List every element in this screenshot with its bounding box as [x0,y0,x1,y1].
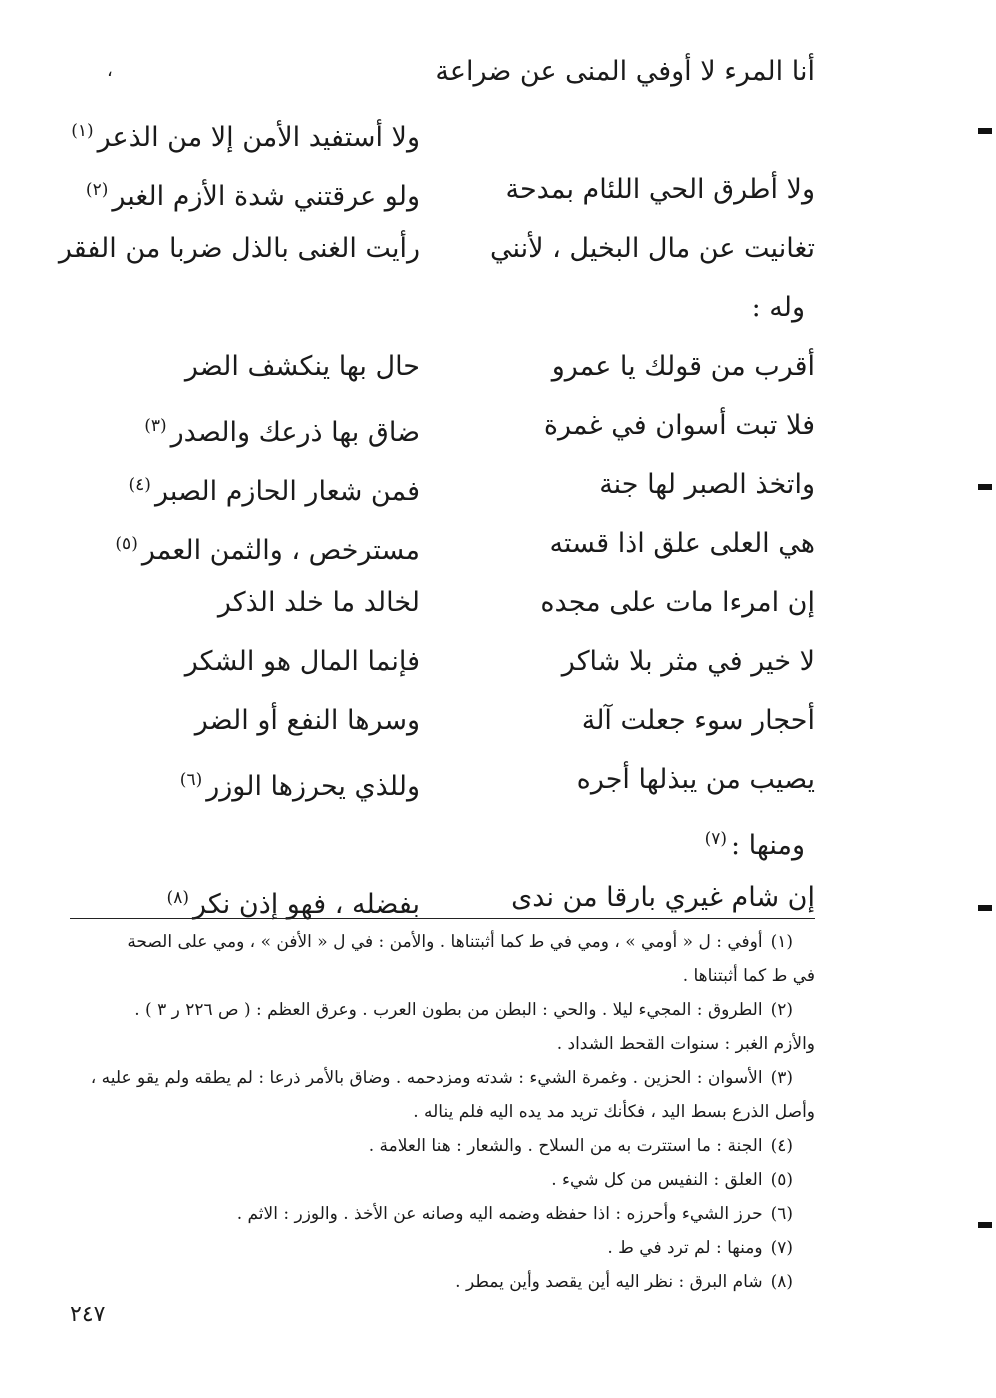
footnote-rule [70,918,815,919]
margin-mark [978,1222,992,1228]
footnote-ref: (٧) [704,829,727,849]
footnote-text: الأسوان : الحزين . وغمرة الشيء : شدته ومزدحمه . وضاق بالأمر ذرعا : لم يطقه ولم يقو عليه ، [90,1068,763,1088]
footnote-number: (٦) [770,1204,793,1224]
footnote-line [70,959,815,993]
top-mark: ، [107,60,113,81]
footnote-text: في ط كما أثبتناها . [682,966,815,986]
verse-row [70,583,815,642]
verse-row [70,170,815,229]
verse-text: ومنها : [731,830,805,861]
verse-row [70,288,815,347]
footnote-number: (٣) [770,1068,793,1088]
verse-row [70,524,815,583]
footnote-line [70,925,815,959]
footnote-ref: (٣) [144,416,167,436]
footnote-line [70,1061,815,1095]
verse-hemistich-second: رأيت الغنى بالذل ضربا من الفقر [58,233,420,264]
verse-hemistich-first: لا خير في مثر بلا شاكر [561,646,815,677]
footnote-text: الجنة : ما استترت به من السلاح . والشعار : هنا العلامة . [368,1136,763,1156]
verse-line: أنا المرء لا أوفي المنى عن ضراعة [435,56,815,87]
footnote-text: أوفي : ل « أومي » ، ومي في ط كما أثبتناها . والأمن : في ل « الأفن » ، ومي على الصحة [127,932,763,952]
verse-row [70,52,815,111]
section-heading: وله : [751,292,805,323]
footnote-text: العلق : النفيس من كل شيء . [551,1170,763,1190]
verse-hemistich-second [70,465,420,512]
verse-hemistich-second: حال بها ينكشف الضر [184,351,420,382]
footnote-line [70,1095,815,1129]
footnote-text: والأزم الغبر : سنوات القحط الشداد . [556,1034,815,1054]
footnote-line [70,1129,815,1163]
footnote-line [70,1163,815,1197]
verse-hemistich-second: لخالد ما خلد الذكر [217,587,420,618]
verse-hemistich-first: إن شام غيري بارقا من ندى [511,882,815,913]
poem-verses [58,52,815,937]
footnote-text: وأصل الذرع بسط اليد ، فكأنك تريد مد يده اليه فلم يناله . [413,1102,815,1122]
verse-hemistich-first: هي العلى علق اذا قسته [549,528,815,559]
verse-text: وللذي يحرزها الوزر [206,771,420,802]
verse-hemistich-first: ولا أطرق الحي اللئام بمدحة [505,174,815,205]
verse-row [70,406,815,465]
footnote-ref: (٥) [115,534,138,554]
footnote-ref: (٦) [179,770,203,790]
footnote-number: (٨) [770,1272,793,1292]
footnote-line [70,1265,815,1299]
footnote-number: (٥) [770,1170,793,1190]
verse-hemistich-first: تغانيت عن مال البخيل ، لأنني [489,233,815,264]
footnote-text: شام البرق : نظر اليه أين يقصد وأين يمطر . [455,1272,763,1292]
verse-row [70,819,815,878]
verse-hemistich-first: يصيب من يبذلها أجره [576,764,815,795]
verse-text: ولو عرقتني شدة الأزم الغبر [112,181,420,212]
footnote-line [70,993,815,1027]
verse-text: بفضله ، فهو إذن نكر [192,889,420,920]
verse-hemistich-second: فإنما المال هو الشكر [184,646,420,677]
footnote-ref: (٨) [166,888,189,908]
verse-hemistich-first: أقرب من قولك يا عمرو [551,351,815,382]
verse-hemistich-second [70,406,420,453]
margin-mark [978,484,992,490]
verse-row [58,229,815,288]
verse-row [70,111,815,170]
verse-hemistich-second [70,524,420,571]
footnote-ref: (٢) [85,180,109,200]
verse-text: ولا أستفيد الأمن إلا من الذعر [97,122,420,153]
footnote-text: الطروق : المجيء ليلا . والحي : البطن من بطون العرب . وعرق العظم : ( ص ٢٢٦ ر ٣ ) . [134,1000,763,1020]
footnote-ref: (١) [71,121,94,141]
footnote-number: (٢) [770,1000,793,1020]
footnotes [70,925,815,1299]
margin-mark [978,905,992,911]
verse-row [70,701,815,760]
footnote-text: ومنها : لم ترد في ط . [607,1238,763,1258]
footnote-line [70,1027,815,1061]
verse-text: مسترخص ، والثمن العمر [141,535,420,566]
verse-hemistich-second: وسرها النفع أو الضر [194,705,420,736]
footnote-number: (٧) [770,1238,793,1258]
verse-hemistich-first: أحجار سوء جعلت آلة [581,705,815,736]
section-heading [705,819,805,866]
verse-hemistich-second [70,760,420,807]
verse-hemistich-second [70,170,420,217]
footnote-text: حرز الشيء وأحرزه : اذا حفظه وضمه اليه وصانه عن الأخذ . والوزر : الاثم . [236,1204,763,1224]
verse-row [70,465,815,524]
footnote-line [70,1231,815,1265]
verse-row [70,642,815,701]
verse-row [70,760,815,819]
verse-text: فمن شعار الحازم الصبر [154,476,420,507]
verse-hemistich-second [70,111,420,158]
footnote-number: (٤) [770,1136,793,1156]
verse-row [70,347,815,406]
footnote-line [70,1197,815,1231]
footnote-number: (١) [770,932,793,952]
verse-hemistich-first: فلا تبت أسوان في غمرة [543,410,815,441]
footnote-ref: (٤) [128,475,151,495]
verse-text: ضاق بها ذرعك والصدر [170,417,420,448]
margin-mark [978,128,992,134]
page-number: ٢٤٧ [70,1302,106,1327]
verse-hemistich-first: واتخذ الصبر لها جنة [599,469,815,500]
verse-hemistich-first: إن امرءا مات على مجده [540,587,815,618]
